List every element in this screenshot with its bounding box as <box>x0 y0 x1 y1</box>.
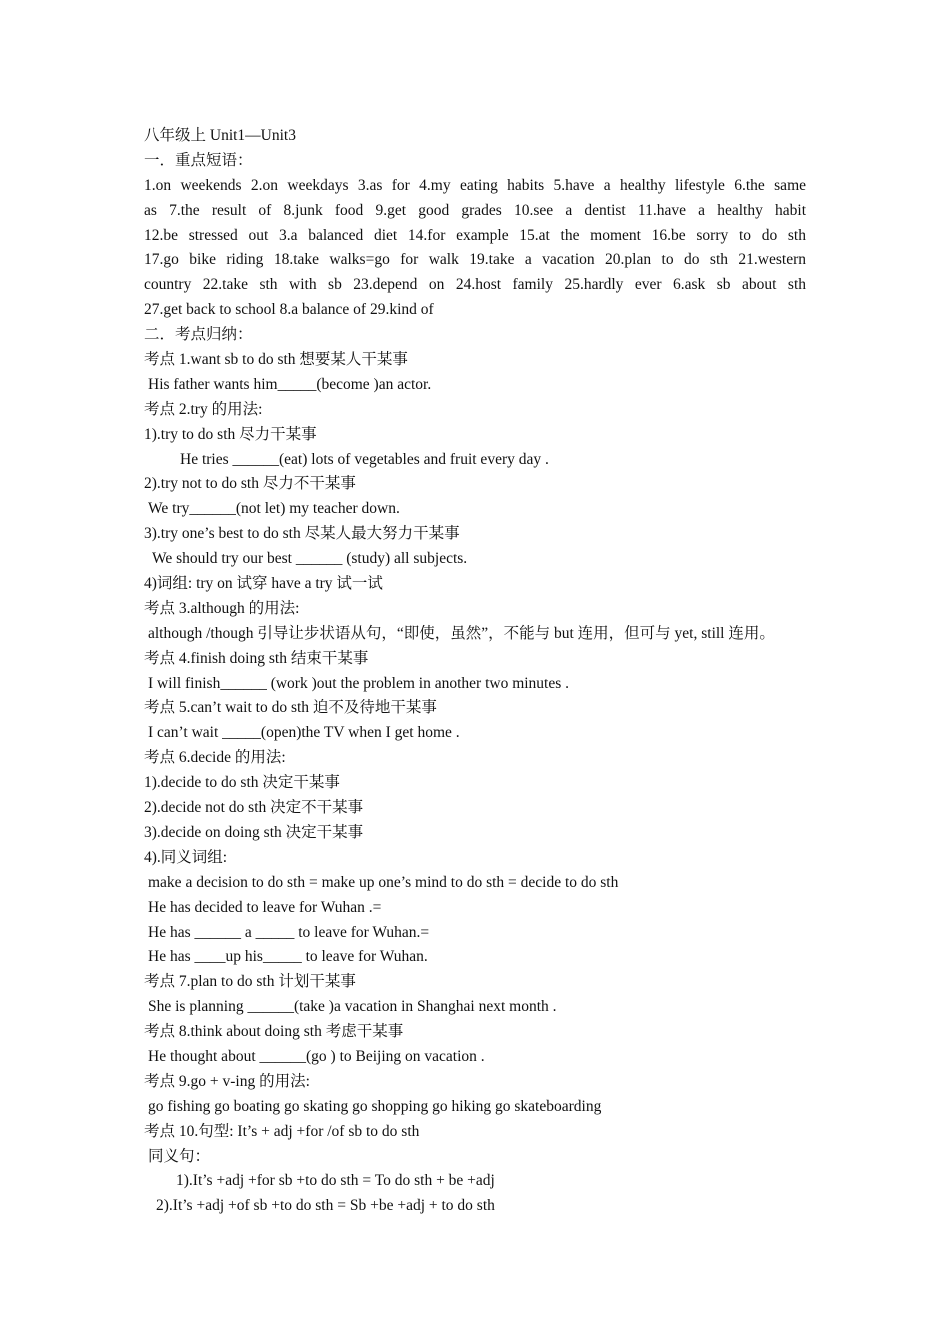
exercise-line: His father wants him_____(become )an actor. <box>148 375 432 393</box>
phrase-line: 1.on weekends 2.on weekdays 3.as for 4.my eating habits 5.have a healthy lifestyle 6.the same <box>144 176 806 194</box>
point-heading: 考点 7.plan to do sth 计划干某事 <box>144 973 356 991</box>
pattern-line: 2).It’s +adj +of sb +to do sth = Sb +be +adj + to do sth <box>156 1197 495 1215</box>
note-line: make a decision to do sth = make up one’s mind to do sth = decide to do sth <box>148 873 619 891</box>
phrase-line: 17.go bike riding 18.take walks=go for walk 19.take a vacation 20.plan to do sth 21.western <box>144 251 806 269</box>
doc-title: 八年级上 Unit1—Unit3 <box>144 127 296 144</box>
usage-line: 3).try one’s best to do sth 尽某人最大努力干某事 <box>144 525 460 543</box>
usage-line: 2).try not to do sth 尽力不干某事 <box>144 475 356 493</box>
point-heading: 考点 6.decide 的用法: <box>144 749 286 767</box>
usage-line: 4)词组: try on 试穿 have a try 试一试 <box>144 575 383 593</box>
point-heading: 考点 1.want sb to do sth 想要某人干某事 <box>144 351 408 369</box>
exercise-line: He has decided to leave for Wuhan .= <box>148 898 382 916</box>
exercise-line: She is planning ______(take )a vacation in Shanghai next month . <box>148 998 557 1016</box>
point-heading: 考点 10.句型: It’s + adj +for /of sb to do sth <box>144 1122 420 1140</box>
usage-line: 1).try to do sth 尽力干某事 <box>144 425 317 443</box>
point-heading: 考点 2.try 的用法: <box>144 400 263 418</box>
usage-line: 2).decide not do sth 决定不干某事 <box>144 799 364 817</box>
usage-line: 1).decide to do sth 决定干某事 <box>144 774 340 792</box>
exercise-line: He has ____up his_____ to leave for Wuhan. <box>148 948 428 966</box>
section-heading-points: 二．考点归纳： <box>144 326 253 344</box>
usage-line: 4).同义词组: <box>144 848 228 866</box>
exercise-line: We should try our best ______ (study) all subjects. <box>152 550 468 568</box>
exercise-line: He thought about ______(go ) to Beijing on vacation . <box>148 1047 485 1065</box>
pattern-line: 1).It’s +adj +for sb +to do sth = To do sth + be +adj <box>176 1172 495 1190</box>
note-line: although /though 引导让步状语从句，“即使，虽然”，不能与 but 连用，但可与 yet, still 连用。 <box>148 624 775 642</box>
note-line: 同义句： <box>148 1147 211 1165</box>
exercise-line: He tries ______(eat) lots of vegetables and fruit every day . <box>180 450 549 468</box>
exercise-line: I will finish______ (work )out the problem in another two minutes . <box>148 674 570 692</box>
exercise-line: He has ______ a _____ to leave for Wuhan.= <box>148 923 430 941</box>
document-page <box>144 124 806 1219</box>
point-heading: 考点 5.can’t wait to do sth 迫不及待地干某事 <box>144 699 437 717</box>
phrase-line: as 7.the result of 8.junk food 9.get good grades 10.see a dentist 11.have a healthy habit <box>144 201 806 219</box>
point-heading: 考点 8.think about doing sth 考虑干某事 <box>144 1023 404 1041</box>
exercise-line: I can’t wait _____(open)the TV when I get home . <box>148 724 460 742</box>
section-heading-phrases: 一．重点短语： <box>144 151 253 169</box>
point-heading: 考点 3.although 的用法: <box>144 599 300 617</box>
phrase-line: country 22.take sth with sb 23.depend on 24.host family 25.hardly ever 6.ask sb about sth <box>144 276 806 294</box>
example-line: go fishing go boating go skating go shopping go hiking go skateboarding <box>148 1097 602 1115</box>
phrase-line: 27.get back to school 8.a balance of 29.kind of <box>144 301 434 319</box>
phrase-line: 12.be stressed out 3.a balanced diet 14.for example 15.at the moment 16.be sorry to do sth <box>144 226 806 244</box>
exercise-line: We try______(not let) my teacher down. <box>148 500 400 518</box>
usage-line: 3).decide on doing sth 决定干某事 <box>144 823 364 841</box>
point-heading: 考点 9.go + v-ing 的用法: <box>144 1072 310 1090</box>
point-heading: 考点 4.finish doing sth 结束干某事 <box>144 649 369 667</box>
